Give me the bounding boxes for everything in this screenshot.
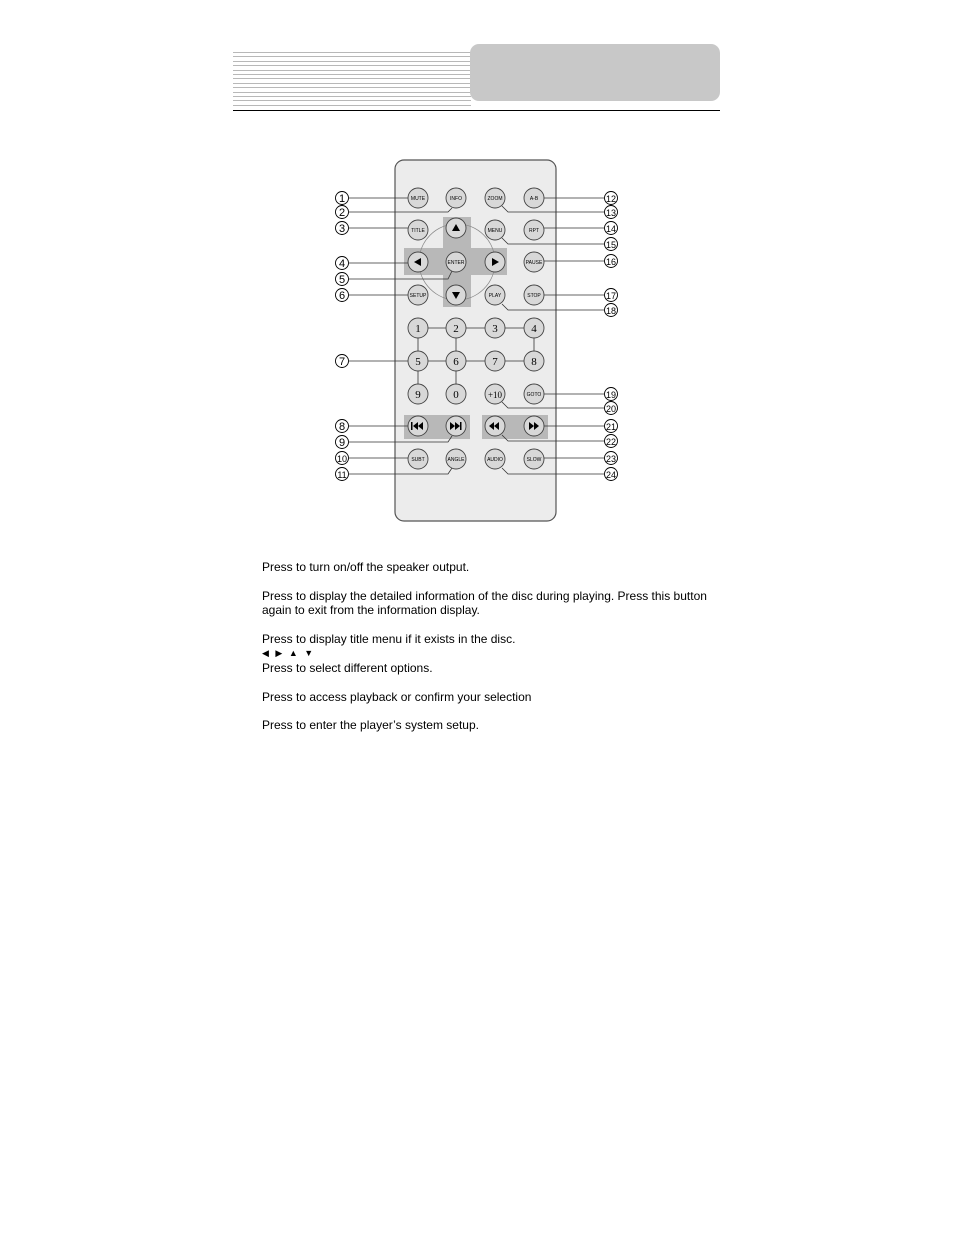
callout-5: 5 xyxy=(338,274,346,286)
number-6-label: 6 xyxy=(453,356,459,368)
goto-label: GOTO xyxy=(526,392,542,398)
zoom-label: ZOOM xyxy=(487,196,503,202)
title-label: TITLE xyxy=(411,228,425,234)
callout-6: 6 xyxy=(338,290,346,302)
direction-description: Press to select different options. xyxy=(262,661,433,675)
number-8-label: 8 xyxy=(531,356,537,368)
plus10-label: +10 xyxy=(487,390,503,400)
callout-16: 16 xyxy=(605,257,617,267)
callout-19: 19 xyxy=(605,390,617,400)
number-7-label: 7 xyxy=(492,356,498,368)
angle-label: ANGLE xyxy=(447,457,465,463)
callout-8: 8 xyxy=(338,421,346,433)
enter-label: ENTER xyxy=(447,260,465,266)
callout-1: 1 xyxy=(338,193,346,205)
callout-13: 13 xyxy=(605,208,617,218)
enter-description: Press to access playback or confirm your selection xyxy=(262,690,532,704)
callout-23: 23 xyxy=(605,454,617,464)
subt-label: SUBT xyxy=(411,457,425,463)
slow-label: SLOW xyxy=(526,457,542,463)
callout-10: 10 xyxy=(336,454,348,464)
callout-22: 22 xyxy=(605,437,617,447)
title-description: Press to display title menu if it exists in the disc. xyxy=(262,632,516,646)
number-0-label: 0 xyxy=(453,389,459,401)
callout-11: 11 xyxy=(337,470,347,480)
callout-21: 21 xyxy=(605,422,617,432)
stop-label: STOP xyxy=(527,293,541,299)
menu-label: MENU xyxy=(487,228,503,234)
number-4-label: 4 xyxy=(531,323,537,335)
info-description-line2: again to exit from the information display. xyxy=(262,603,480,617)
callout-20: 20 xyxy=(605,404,617,414)
remote-control-illustration xyxy=(0,0,954,560)
callout-12: 12 xyxy=(605,194,617,204)
ab-label: A-B xyxy=(529,196,539,202)
number-2-label: 2 xyxy=(453,323,459,335)
play-label: PLAY xyxy=(488,293,502,299)
number-3-label: 3 xyxy=(492,323,498,335)
callout-7: 7 xyxy=(338,356,346,368)
direction-arrows-icon: ◀ ▶ ▲ ▼ xyxy=(262,648,316,658)
audio-label: AUDIO xyxy=(487,457,503,463)
callout-14: 14 xyxy=(605,224,617,234)
callout-17: 17 xyxy=(605,291,617,301)
callout-18: 18 xyxy=(605,306,617,316)
info-label: INFO xyxy=(450,196,462,202)
mute-label: MUTE xyxy=(410,196,426,202)
callout-15: 15 xyxy=(605,240,617,250)
setup-label: SETUP xyxy=(409,293,427,299)
mute-description: Press to turn on/off the speaker output. xyxy=(262,560,470,574)
rpt-label: RPT xyxy=(529,228,539,234)
number-1-label: 1 xyxy=(415,323,421,335)
callout-24: 24 xyxy=(605,470,617,480)
callout-9: 9 xyxy=(338,437,346,449)
number-9-label: 9 xyxy=(415,389,421,401)
setup-description: Press to enter the player’s system setup. xyxy=(262,718,479,732)
pause-label: PAUSE xyxy=(525,260,543,266)
callout-2: 2 xyxy=(338,207,346,219)
callout-3: 3 xyxy=(338,223,346,235)
callout-4: 4 xyxy=(338,258,346,270)
info-description-line1: Press to display the detailed information of the disc during playing. Press this button xyxy=(262,589,707,603)
number-5-label: 5 xyxy=(415,356,421,368)
